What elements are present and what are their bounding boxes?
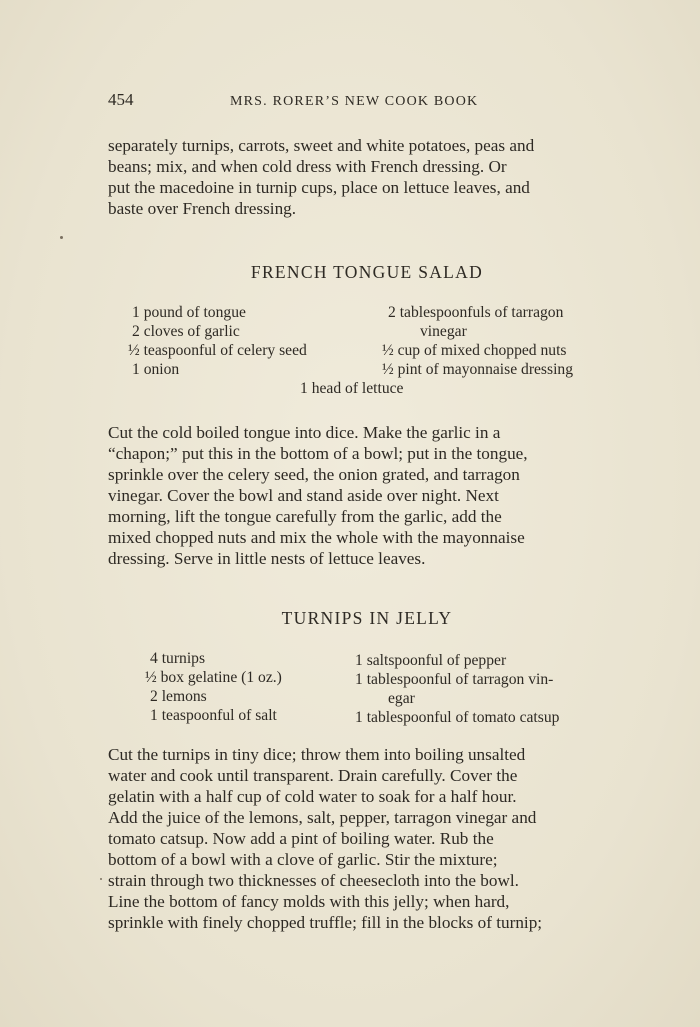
method-line: sprinkle with finely chopped truffle; fill in the blocks of turnip; (108, 913, 543, 932)
ingredient-item: 1 onion (132, 361, 180, 378)
method-line: tomato catsup. Now add a pint of boiling water. Rub the (108, 829, 494, 848)
ingredient-item: 1 tablespoonful of tarragon vin- (355, 671, 554, 688)
ingredient-item: 1 teaspoonful of salt (150, 707, 277, 724)
method-line: mixed chopped nuts and mix the whole with the mayonnaise (108, 528, 525, 547)
method-line: Cut the turnips in tiny dice; throw them into boiling unsalted (108, 745, 526, 764)
method-line: “chapon;” put this in the bottom of a bowl; put in the tongue, (108, 444, 528, 463)
intro-line: baste over French dressing. (108, 199, 297, 218)
paper-speck (100, 878, 102, 880)
ingredient-item: 2 lemons (150, 688, 207, 705)
page-number: 454 (108, 90, 134, 109)
method-line: morning, lift the tongue carefully from the garlic, add the (108, 507, 502, 526)
ingredient-item: ½ teaspoonful of celery seed (128, 342, 307, 359)
method-line: vinegar. Cover the bowl and stand aside over night. Next (108, 486, 499, 505)
recipe-title-turnips-in-jelly: TURNIPS IN JELLY (281, 608, 453, 628)
recipe-title-french-tongue-salad: FRENCH TONGUE SALAD (250, 262, 484, 282)
method-line: Cut the cold boiled tongue into dice. Make the garlic in a (108, 423, 501, 442)
ingredient-item: 2 cloves of garlic (132, 323, 240, 340)
method-line: Line the bottom of fancy molds with this jelly; when hard, (108, 892, 510, 911)
ingredient-item: 1 saltspoonful of pepper (355, 652, 507, 669)
ingredient-item: ½ box gelatine (1 oz.) (145, 669, 282, 686)
ingredient-item: 1 head of lettuce (300, 380, 404, 397)
method-line: strain through two thicknesses of cheesecloth into the bowl. (108, 871, 519, 890)
ingredient-item: 1 tablespoonful of tomato catsup (355, 709, 560, 726)
ingredient-item: vinegar (420, 323, 467, 340)
method-line: water and cook until transparent. Drain carefully. Cover the (108, 766, 518, 785)
method-line: bottom of a bowl with a clove of garlic. Stir the mixture; (108, 850, 498, 869)
ingredient-item: ½ cup of mixed chopped nuts (382, 342, 567, 359)
intro-line: separately turnips, carrots, sweet and white potatoes, peas and (108, 136, 535, 155)
intro-line: beans; mix, and when cold dress with French dressing. Or (108, 157, 507, 176)
ingredient-item: 2 tablespoonfuls of tarragon (388, 304, 564, 321)
ingredient-item: 1 pound of tongue (132, 304, 246, 321)
method-line: dressing. Serve in little nests of lettuce leaves. (108, 549, 426, 568)
running-head: MRS. RORER’S NEW COOK BOOK (230, 94, 479, 109)
intro-line: put the macedoine in turnip cups, place on lettuce leaves, and (108, 178, 530, 197)
ingredient-item: ½ pint of mayonnaise dressing (382, 361, 573, 378)
ingredient-item: egar (388, 690, 415, 707)
method-line: gelatin with a half cup of cold water to soak for a half hour. (108, 787, 517, 806)
method-line: sprinkle over the celery seed, the onion grated, and tarragon (108, 465, 520, 484)
method-line: Add the juice of the lemons, salt, pepper, tarragon vinegar and (108, 808, 537, 827)
paper-speck (60, 236, 63, 239)
ingredient-item: 4 turnips (150, 650, 206, 667)
page-header (108, 90, 628, 114)
